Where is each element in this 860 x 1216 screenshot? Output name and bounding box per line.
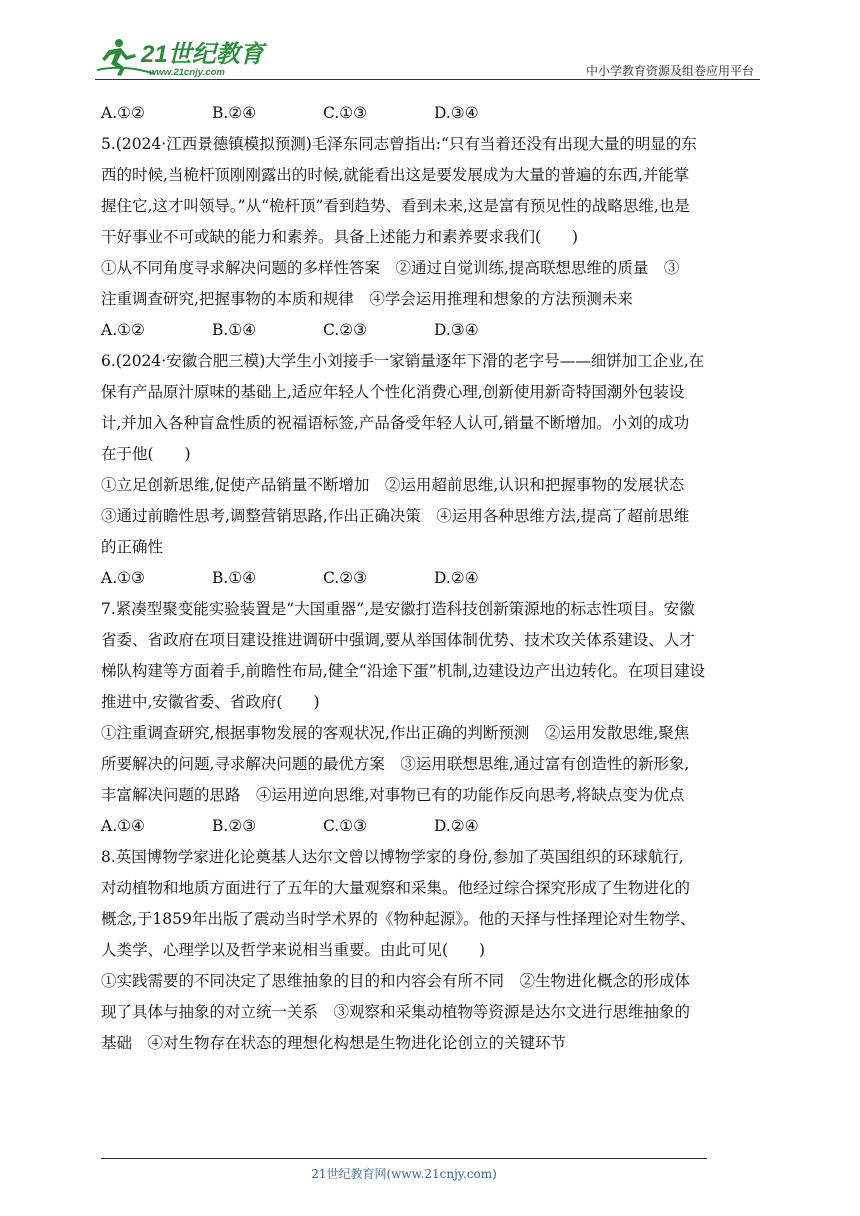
question-6-line: 保有产品原汁原味的基础上,适应年轻人个性化消费心理,创新使用新奇特国潮外包装设 bbox=[101, 383, 685, 401]
option-b: B.①④ bbox=[212, 569, 257, 587]
question-8-line: 人类学、心理学以及哲学来说相当重要。由此可见( ) bbox=[101, 941, 486, 959]
question-6 bbox=[101, 346, 766, 594]
option-b: B.②④ bbox=[212, 104, 257, 122]
q6-options bbox=[101, 563, 766, 594]
site-logo bbox=[95, 34, 295, 78]
question-6-line: 在于他( ) bbox=[101, 445, 191, 463]
option-c: C.①③ bbox=[323, 817, 368, 835]
question-8-statement: ①实践需要的不同决定了思维抽象的目的和内容会有所不同 ②生物进化概念的形成体 bbox=[101, 972, 691, 990]
question-5-line: 5.(2024·江西景德镇模拟预测)毛泽东同志曾指出:“只有当着还没有出现大量的明显的东 bbox=[101, 135, 697, 153]
question-5-statement: ①从不同角度寻求解决问题的多样性答案 ②通过自觉训练,提高联想思维的质量 ③ bbox=[101, 259, 680, 277]
question-7-line: 梯队构建等方面着手,前瞻性布局,健全“沿途下蛋”机制,边建设边产出边转化。在项目建设 bbox=[101, 662, 706, 680]
question-content bbox=[101, 98, 766, 1059]
question-6-statement: ①立足创新思维,促使产品销量不断增加 ②运用超前思维,认识和把握事物的发展状态 bbox=[101, 476, 685, 494]
question-6-line: 计,并加入各种盲盒性质的祝福语标签,产品备受年轻人认可,销量不断增加。小刘的成功 bbox=[101, 414, 690, 432]
question-7-line: 省委、省政府在项目建设推进调研中强调,要从举国体制优势、技术攻关体系建设、人才 bbox=[101, 631, 695, 649]
option-d: D.③④ bbox=[434, 321, 479, 339]
question-6-line: 6.(2024·安徽合肥三模)大学生小刘接手一家销量逐年下滑的老字号——细饼加工企业,在 bbox=[101, 352, 705, 370]
question-7-statement: ①注重调查研究,根据事物发展的客观状况,作出正确的判断预测 ②运用发散思维,聚焦 bbox=[101, 724, 690, 742]
footer-divider bbox=[101, 1158, 707, 1159]
page-header bbox=[95, 28, 760, 80]
option-c: C.①③ bbox=[323, 104, 368, 122]
question-7-line: 7.紧凑型聚变能实验装置是“大国重器”,是安徽打造科技创新策源地的标志性项目。安徽 bbox=[101, 600, 695, 618]
question-5-statement: 注重调查研究,把握事物的本质和规律 ④学会运用推理和想象的方法预测未来 bbox=[101, 290, 633, 308]
question-8-statement: 现了具体与抽象的对立统一关系 ③观察和采集动植物等资源是达尔文进行思维抽象的 bbox=[101, 1003, 691, 1021]
question-5-line: 干好事业不可或缺的能力和素养。具备上述能力和素养要求我们( ) bbox=[101, 228, 579, 246]
logo-url: www.21cnjy.com bbox=[149, 67, 225, 78]
header-divider bbox=[95, 79, 760, 80]
q4-options bbox=[101, 98, 766, 129]
option-a: A.①④ bbox=[101, 817, 145, 835]
option-b: B.①④ bbox=[212, 321, 257, 339]
question-8 bbox=[101, 842, 766, 1059]
option-d: D.③④ bbox=[434, 104, 479, 122]
question-7-statement: 所要解决的问题,寻求解决问题的最优方案 ③运用联想思维,通过富有创造性的新形象, bbox=[101, 755, 690, 773]
question-8-line: 对动植物和地质方面进行了五年的大量观察和采集。他经过综合探究形成了生物进化的 bbox=[101, 879, 691, 897]
option-c: C.②③ bbox=[323, 569, 368, 587]
q5-options bbox=[101, 315, 766, 346]
page-footer: 21世纪教育网(www.21cnjy.com) bbox=[311, 1167, 497, 1181]
question-6-statement: 的正确性 bbox=[101, 538, 164, 556]
option-a: A.①③ bbox=[101, 569, 145, 587]
question-8-line: 8.英国博物学家进化论奠基人达尔文曾以博物学家的身份,参加了英国组织的环球航行, bbox=[101, 848, 684, 866]
option-b: B.②③ bbox=[212, 817, 257, 835]
logo-wordmark: 21世纪教育 bbox=[141, 41, 264, 68]
question-8-statement: 基础 ④对生物存在状态的理想化构想是生物进化论创立的关键环节 bbox=[101, 1034, 567, 1052]
question-8-line: 概念,于1859年出版了震动当时学术界的《物种起源》。他的天择与性择理论对生物学、 bbox=[101, 910, 696, 928]
question-7 bbox=[101, 594, 766, 842]
option-a: A.①② bbox=[101, 321, 145, 339]
q7-options bbox=[101, 811, 766, 842]
option-d: D.②④ bbox=[434, 817, 479, 835]
option-d: D.②④ bbox=[434, 569, 479, 587]
platform-name: 中小学教育资源及组卷应用平台 bbox=[585, 64, 754, 78]
question-5-line: 西的时候,当桅杆顶刚刚露出的时候,就能看出这是要发展成为大量的普遍的东西,并能掌 bbox=[101, 166, 690, 184]
question-7-line: 推进中,安徽省委、省政府( ) bbox=[101, 693, 320, 711]
question-5 bbox=[101, 129, 766, 346]
question-6-statement: ③通过前瞻性思考,调整营销思路,作出正确决策 ④运用各种思维方法,提高了超前思维 bbox=[101, 507, 690, 525]
question-7-statement: 丰富解决问题的思路 ④运用逆向思维,对事物已有的功能作反向思考,将缺点变为优点 bbox=[101, 786, 685, 804]
question-5-line: 握住它,这才叫领导。”从“桅杆顶”看到趋势、看到未来,这是富有预见性的战略思维,也是 bbox=[101, 197, 690, 215]
option-a: A.①② bbox=[101, 104, 145, 122]
option-c: C.②③ bbox=[323, 321, 368, 339]
